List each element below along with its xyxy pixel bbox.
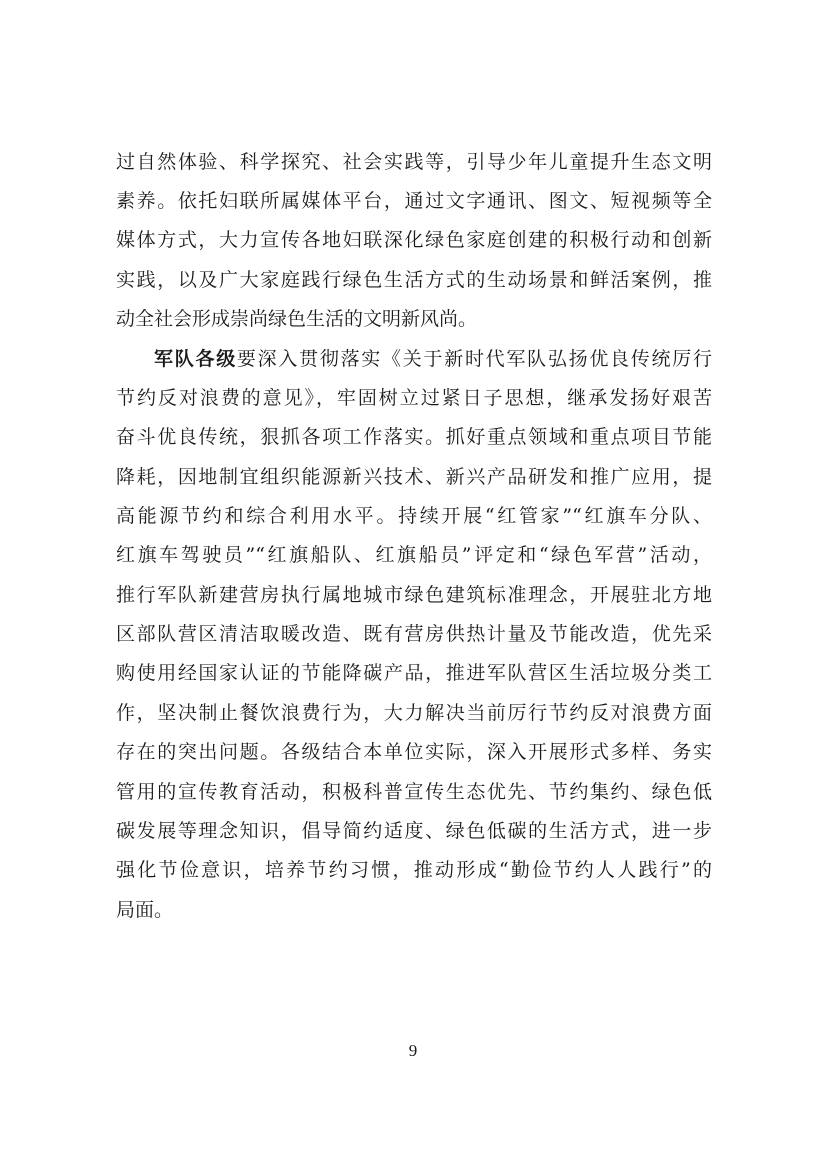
paragraph1-line-2: 素养。依托妇联所属媒体平台，通过文字通讯、图文、短视频等全 <box>116 190 712 212</box>
paragraph2-line-6: 红旗车驾驶员”“红旗船队、红旗船员”评定和“绿色军营”活动， <box>116 544 712 566</box>
paragraph1-line-3: 媒体方式，大力宣传各地妇联深化绿色家庭创建的积极行动和创新 <box>116 229 712 251</box>
paragraph2-line-4: 降耗，因地制宜组织能源新兴技术、新兴产品研发和推广应用，提 <box>116 466 712 488</box>
paragraph2-line-11: 存在的突出问题。各级结合本单位实际，深入开展形式多样、务实 <box>116 741 712 763</box>
paragraph2-line-12: 管用的宣传教育活动，积极科普宣传生态优先、节约集约、绿色低 <box>116 781 712 803</box>
paragraph2-first-line <box>154 343 712 375</box>
paragraph2-line-15: 局面。 <box>116 899 174 921</box>
paragraph1-line-1: 过自然体验、科学探究、社会实践等，引导少年儿童提升生态文明 <box>116 151 712 173</box>
paragraph2-line-7: 推行军队新建营房执行属地城市绿色建筑标准理念，开展驻北方地 <box>116 584 712 606</box>
paragraph2-line-2: 节约反对浪费的意见》，牢固树立过紧日子思想，继承发扬好艰苦 <box>116 387 712 409</box>
paragraph2-line-13: 碳发展等理念知识，倡导简约适度、绿色低碳的生活方式，进一步 <box>116 820 712 842</box>
paragraph2-line-8: 区部队营区清洁取暖改造、既有营房供热计量及节能改造，优先采 <box>116 623 712 645</box>
paragraph2-first-line-rest: 要深入贯彻落实《关于新时代军队弘扬优良传统厉行 <box>236 348 712 370</box>
paragraph1-line-4: 实践，以及广大家庭践行绿色生活方式的生动场景和鲜活案例，推 <box>116 269 712 291</box>
paragraph2-line-3: 奋斗优良传统，狠抓各项工作落实。抓好重点领域和重点项目节能 <box>116 426 712 448</box>
paragraph2-line-9: 购使用经国家认证的节能降碳产品，推进军队营区生活垃圾分类工 <box>116 662 712 684</box>
paragraph2-line-10: 作，坚决制止餐饮浪费行为，大力解决当前厉行节约反对浪费方面 <box>116 702 712 724</box>
page-number: 9 <box>408 1041 418 1060</box>
paragraph2-line-5: 高能源节约和综合利用水平。持续开展“红管家”“红旗车分队、 <box>116 505 712 527</box>
paragraph2-lead: 军队各级 <box>154 348 237 370</box>
paragraph1-line-5: 动全社会形成崇尚绿色生活的文明新风尚。 <box>116 308 478 330</box>
paragraph2-line-14: 强化节俭意识，培养节约习惯，推动形成“勤俭节约人人践行”的 <box>116 859 712 881</box>
